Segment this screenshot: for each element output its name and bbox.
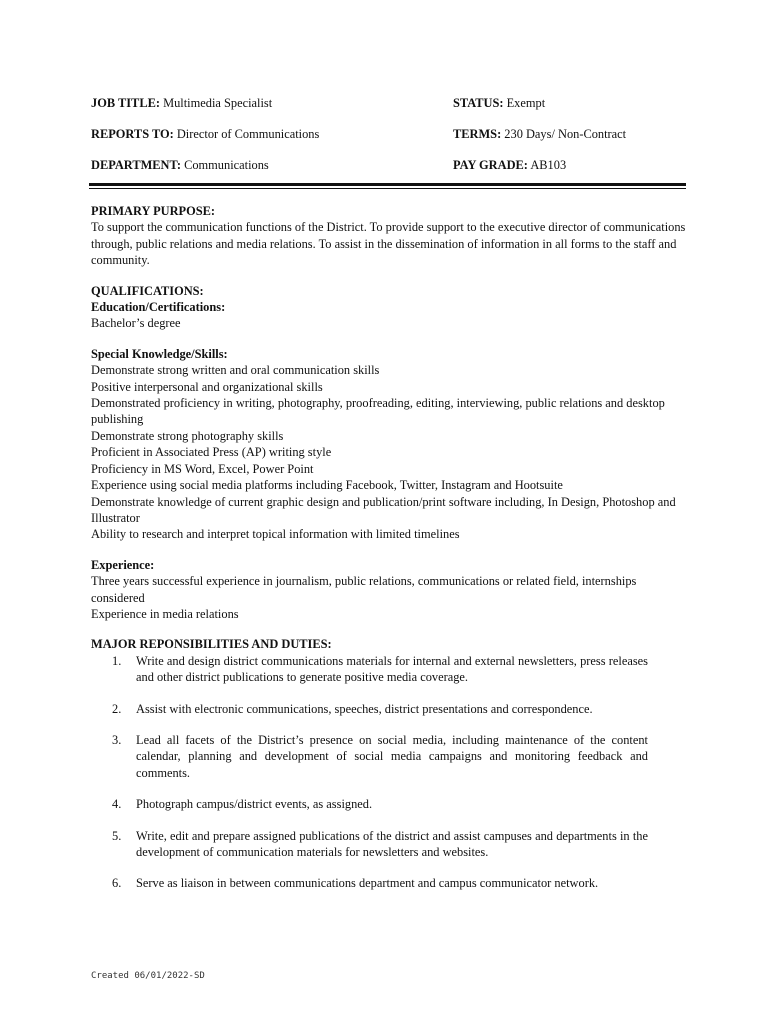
duty-number: 3. [112, 732, 122, 747]
skill-item: Experience using social media platforms including Facebook, Twitter, Instagram and Hootsuite [91, 478, 563, 493]
skill-item: Demonstrate knowledge of current graphic design and publication/print software including, In Design, Photoshop and Illustrator [91, 494, 676, 525]
qualifications-heading: QUALIFICATIONS: [91, 283, 204, 298]
duty-item [91, 796, 648, 812]
duty-item [91, 701, 648, 717]
reports-to-field [91, 126, 319, 142]
department-value: Communications [180, 158, 269, 172]
experience-heading: Experience: [91, 557, 155, 572]
primary-purpose-heading: PRIMARY PURPOSE: [91, 204, 216, 218]
reports-to-value: Director of Communications [173, 127, 320, 141]
header-divider-thin [89, 188, 686, 189]
job-title-value: Multimedia Specialist [159, 96, 273, 110]
experience-item: Experience in media relations [91, 606, 239, 621]
document-body [91, 203, 691, 907]
duty-text: Photograph campus/district events, as assigned. [136, 797, 373, 812]
duty-text: Assist with electronic communications, speeches, district presentations and correspondence. [136, 701, 593, 716]
spacer [91, 622, 691, 636]
reports-to-label: REPORTS TO: [91, 127, 174, 141]
pay-grade-field [453, 157, 566, 173]
status-value: Exempt [503, 96, 546, 110]
duty-text: Write, edit and prepare assigned publications of the district and assist campuses and departments in the development of communication materials for newsletters and websites. [136, 828, 648, 859]
skill-item: Demonstrate strong photography skills [91, 428, 284, 443]
duty-number: 4. [112, 797, 122, 812]
spacer [91, 332, 691, 346]
status-label: STATUS: [453, 96, 504, 110]
spacer [91, 269, 691, 283]
status-field [453, 95, 545, 111]
education-heading: Education/Certifications: [91, 300, 226, 315]
header-row-2 [91, 126, 691, 142]
skill-item: Demonstrated proficiency in writing, photography, proofreading, editing, interviewing, public relations and desktop publishing [91, 396, 665, 427]
primary-purpose-section [91, 203, 691, 269]
duty-item [91, 732, 648, 781]
duty-number: 2. [112, 701, 122, 716]
duties-heading: MAJOR REPONSIBILITIES AND DUTIES: [91, 637, 332, 652]
header-divider-thick [89, 183, 686, 186]
header-row-1 [91, 95, 691, 111]
duty-item [91, 653, 648, 686]
experience-item: Three years successful experience in journalism, public relations, communications or related field, internships considered [91, 574, 637, 605]
duty-text: Lead all facets of the District’s presence on social media, including maintenance of the content calendar, planning and development of social media campaigns and monitoring feedback and comments. [136, 732, 648, 780]
terms-label: TERMS: [453, 127, 502, 141]
department-field [91, 157, 269, 173]
job-title-field [91, 95, 272, 111]
skill-item: Positive interpersonal and organizational skills [91, 379, 323, 394]
qualifications-section [91, 283, 691, 623]
duty-item [91, 828, 648, 861]
duty-number: 5. [112, 828, 122, 843]
pay-grade-value: AB103 [527, 158, 567, 172]
skills-heading: Special Knowledge/Skills: [91, 346, 228, 361]
job-title-label: JOB TITLE: [91, 96, 160, 110]
terms-value: 230 Days/ Non-Contract [501, 127, 627, 141]
duties-section [91, 636, 691, 891]
skill-item: Ability to research and interpret topical information with limited timelines [91, 527, 460, 542]
spacer [91, 543, 691, 557]
terms-field [453, 126, 626, 142]
experience-list [91, 573, 691, 622]
duty-text: Serve as liaison in between communications department and campus communicator network. [136, 876, 599, 891]
skill-item: Proficiency in MS Word, Excel, Power Point [91, 461, 314, 476]
duty-number: 6. [112, 876, 122, 891]
header-row-3 [91, 157, 691, 173]
duty-number: 1. [112, 653, 122, 668]
education-text: Bachelor’s degree [91, 316, 181, 331]
skill-item: Demonstrate strong written and oral communication skills [91, 363, 380, 378]
skills-list [91, 362, 691, 542]
pay-grade-label: PAY GRADE: [453, 158, 528, 172]
footer-created-stamp: Created 06/01/2022-SD [91, 971, 205, 981]
skill-item: Proficient in Associated Press (AP) writing style [91, 445, 332, 460]
duty-text: Write and design district communications materials for internal and external newsletters, press releases and other district publications to generate positive media coverage. [136, 653, 648, 685]
duty-item [91, 875, 648, 891]
department-label: DEPARTMENT: [91, 158, 181, 172]
duties-list [91, 653, 691, 892]
primary-purpose-text: To support the communication functions of the District. To provide support to the executive director of communications through, public relations and media relations. To assist in the dissemination of information in all forms to the staff and community. [91, 220, 686, 268]
